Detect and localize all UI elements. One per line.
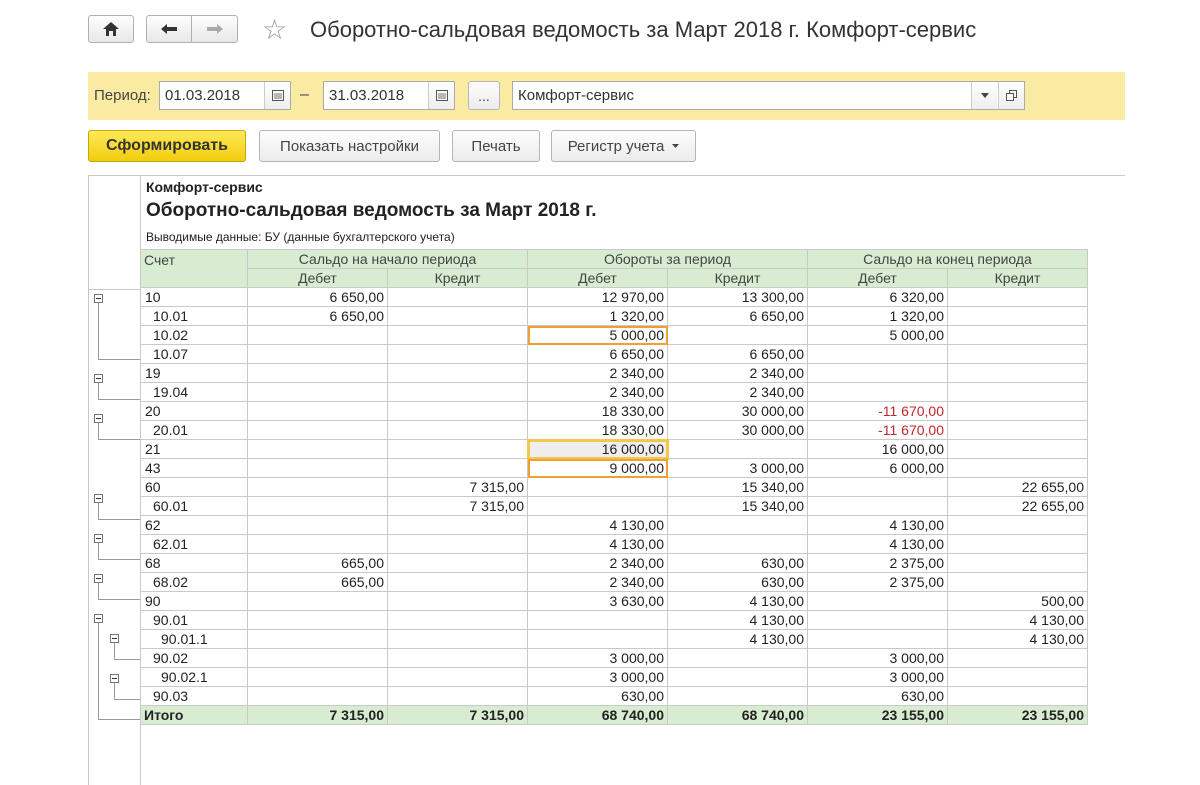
opening-credit-cell[interactable] bbox=[388, 440, 528, 459]
opening-debit-cell[interactable] bbox=[248, 516, 388, 535]
account-cell[interactable]: 90.02.1 bbox=[141, 668, 248, 687]
table-row[interactable] bbox=[141, 478, 1088, 497]
opening-credit-cell[interactable] bbox=[388, 630, 528, 649]
account-cell[interactable]: 90.01 bbox=[141, 611, 248, 630]
opening-debit-cell[interactable] bbox=[248, 649, 388, 668]
calendar-icon bbox=[272, 90, 284, 101]
collapse-group-icon[interactable] bbox=[94, 574, 103, 583]
table-row[interactable] bbox=[141, 516, 1088, 535]
turnover-debit-cell[interactable]: 9 000,00 bbox=[528, 459, 668, 478]
total-closing-debit-cell: 23 155,00 bbox=[808, 706, 948, 725]
closing-debit-cell[interactable] bbox=[808, 630, 948, 649]
closing-credit-cell[interactable] bbox=[948, 345, 1088, 364]
closing-credit-cell[interactable]: 4 130,00 bbox=[948, 611, 1088, 630]
opening-credit-cell[interactable] bbox=[388, 554, 528, 573]
opening-debit-cell[interactable] bbox=[248, 383, 388, 402]
opening-debit-cell[interactable]: 6 650,00 bbox=[248, 288, 388, 307]
turnover-credit-cell[interactable] bbox=[668, 535, 808, 554]
turnover-credit-cell[interactable]: 2 340,00 bbox=[668, 383, 808, 402]
table-row[interactable] bbox=[141, 364, 1088, 383]
closing-debit-cell[interactable] bbox=[808, 478, 948, 497]
turnover-credit-cell[interactable] bbox=[668, 516, 808, 535]
opening-credit-cell[interactable] bbox=[388, 573, 528, 592]
turnover-debit-cell[interactable] bbox=[528, 478, 668, 497]
arrow-left-icon bbox=[160, 23, 178, 35]
table-row[interactable] bbox=[141, 383, 1088, 402]
closing-credit-cell[interactable] bbox=[948, 649, 1088, 668]
opening-credit-cell[interactable] bbox=[388, 345, 528, 364]
account-cell[interactable]: 43 bbox=[141, 459, 248, 478]
star-icon[interactable]: ☆ bbox=[262, 14, 288, 45]
total-row[interactable] bbox=[141, 706, 1088, 725]
closing-debit-cell[interactable]: 3 000,00 bbox=[808, 668, 948, 687]
opening-debit-cell[interactable] bbox=[248, 364, 388, 383]
account-cell[interactable]: 60.01 bbox=[141, 497, 248, 516]
table-row[interactable] bbox=[141, 611, 1088, 630]
turnover-debit-cell[interactable]: 18 330,00 bbox=[528, 421, 668, 440]
opening-debit-cell[interactable]: 665,00 bbox=[248, 554, 388, 573]
collapse-subgroup-icon[interactable] bbox=[110, 674, 119, 683]
account-cell[interactable]: 19 bbox=[141, 364, 248, 383]
header-account: Счет bbox=[141, 250, 248, 288]
turnover-debit-cell[interactable]: 3 000,00 bbox=[528, 649, 668, 668]
total-turnover-debit-cell: 68 740,00 bbox=[528, 706, 668, 725]
header-opening-debit: Дебет bbox=[248, 269, 388, 288]
period-select-button[interactable]: ... bbox=[468, 81, 500, 110]
turnover-debit-cell[interactable] bbox=[528, 497, 668, 516]
report-organization: Комфорт-сервис bbox=[146, 179, 263, 195]
table-row[interactable] bbox=[141, 497, 1088, 516]
date-from-calendar-button[interactable] bbox=[264, 82, 290, 109]
home-icon bbox=[102, 21, 120, 37]
opening-credit-cell[interactable] bbox=[388, 649, 528, 668]
closing-debit-cell[interactable] bbox=[808, 497, 948, 516]
turnover-credit-cell[interactable]: 4 130,00 bbox=[668, 592, 808, 611]
report-data-type: Выводимые данные: БУ (данные бухгалтерского учета) bbox=[146, 230, 455, 244]
turnover-credit-cell[interactable]: 4 130,00 bbox=[668, 611, 808, 630]
opening-debit-cell[interactable] bbox=[248, 592, 388, 611]
generate-button[interactable]: Сформировать bbox=[88, 130, 246, 162]
tree-line bbox=[98, 359, 140, 360]
account-cell[interactable]: 20.01 bbox=[141, 421, 248, 440]
show-settings-button[interactable]: Показать настройки bbox=[259, 130, 440, 162]
print-button[interactable]: Печать bbox=[452, 130, 540, 162]
tree-line bbox=[98, 423, 99, 439]
turnover-credit-cell[interactable]: 30 000,00 bbox=[668, 421, 808, 440]
closing-credit-cell[interactable] bbox=[948, 516, 1088, 535]
date-from-value: 01.03.2018 bbox=[165, 87, 241, 104]
opening-debit-cell[interactable]: 6 650,00 bbox=[248, 307, 388, 326]
tree-line bbox=[98, 583, 99, 599]
turnover-credit-cell[interactable] bbox=[668, 649, 808, 668]
collapse-subgroup-icon[interactable] bbox=[110, 634, 119, 643]
account-cell[interactable]: 62 bbox=[141, 516, 248, 535]
opening-debit-cell[interactable] bbox=[248, 611, 388, 630]
opening-credit-cell[interactable] bbox=[388, 687, 528, 706]
closing-credit-cell[interactable]: 22 655,00 bbox=[948, 478, 1088, 497]
closing-debit-cell[interactable]: -11 670,00 bbox=[808, 421, 948, 440]
closing-credit-cell[interactable]: 22 655,00 bbox=[948, 497, 1088, 516]
account-cell[interactable]: 62.01 bbox=[141, 535, 248, 554]
table-row[interactable] bbox=[141, 630, 1088, 649]
table-row[interactable] bbox=[141, 459, 1088, 478]
header-bottom-line bbox=[88, 289, 140, 290]
tree-line bbox=[98, 719, 140, 720]
opening-credit-cell[interactable] bbox=[388, 307, 528, 326]
total-turnover-credit-cell: 68 740,00 bbox=[668, 706, 808, 725]
header-opening-credit: Кредит bbox=[388, 269, 528, 288]
chevron-down-icon bbox=[672, 144, 679, 148]
closing-debit-cell[interactable]: 4 130,00 bbox=[808, 535, 948, 554]
opening-credit-cell[interactable]: 7 315,00 bbox=[388, 478, 528, 497]
turnover-credit-cell[interactable]: 6 650,00 bbox=[668, 345, 808, 364]
table-row[interactable] bbox=[141, 440, 1088, 459]
closing-credit-cell[interactable] bbox=[948, 383, 1088, 402]
table-row[interactable] bbox=[141, 649, 1088, 668]
turnover-debit-cell[interactable]: 2 340,00 bbox=[528, 364, 668, 383]
opening-debit-cell[interactable]: 665,00 bbox=[248, 573, 388, 592]
table-row[interactable] bbox=[141, 668, 1088, 687]
opening-debit-cell[interactable] bbox=[248, 459, 388, 478]
opening-credit-cell[interactable] bbox=[388, 535, 528, 554]
total-closing-credit-cell: 23 155,00 bbox=[948, 706, 1088, 725]
turnover-credit-cell[interactable]: 13 300,00 bbox=[668, 288, 808, 307]
table-row[interactable] bbox=[141, 402, 1088, 421]
collapse-group-icon[interactable] bbox=[94, 614, 103, 623]
date-to-calendar-button[interactable] bbox=[428, 82, 454, 109]
account-cell[interactable]: 90 bbox=[141, 592, 248, 611]
forward-button[interactable] bbox=[191, 15, 238, 43]
closing-credit-cell[interactable] bbox=[948, 459, 1088, 478]
opening-debit-cell[interactable] bbox=[248, 668, 388, 687]
closing-credit-cell[interactable]: 500,00 bbox=[948, 592, 1088, 611]
tree-line bbox=[114, 699, 140, 700]
tree-line bbox=[98, 559, 140, 560]
turnover-debit-cell[interactable]: 16 000,00 bbox=[528, 440, 668, 459]
total-opening-credit-cell: 7 315,00 bbox=[388, 706, 528, 725]
opening-debit-cell[interactable] bbox=[248, 535, 388, 554]
tree-line bbox=[114, 643, 115, 659]
closing-credit-cell[interactable] bbox=[948, 402, 1088, 421]
turnover-debit-cell[interactable]: 3 000,00 bbox=[528, 668, 668, 687]
header-row-1 bbox=[141, 250, 1088, 269]
report-title: Оборотно-сальдовая ведомость за Март 2018 г. bbox=[146, 200, 597, 221]
closing-debit-cell[interactable]: 3 000,00 bbox=[808, 649, 948, 668]
organization-field[interactable] bbox=[512, 81, 1025, 110]
table-row[interactable] bbox=[141, 326, 1088, 345]
closing-credit-cell[interactable] bbox=[948, 326, 1088, 345]
turnover-debit-cell[interactable]: 18 330,00 bbox=[528, 402, 668, 421]
home-button[interactable] bbox=[88, 15, 134, 43]
collapse-group-icon[interactable] bbox=[94, 414, 103, 423]
opening-credit-cell[interactable] bbox=[388, 611, 528, 630]
header-turnover: Обороты за период bbox=[528, 250, 808, 269]
closing-debit-cell[interactable] bbox=[808, 364, 948, 383]
total-opening-debit-cell: 7 315,00 bbox=[248, 706, 388, 725]
turnover-credit-cell[interactable] bbox=[668, 440, 808, 459]
table-row[interactable] bbox=[141, 592, 1088, 611]
header-closing-debit: Дебет bbox=[808, 269, 948, 288]
tree-line bbox=[114, 683, 115, 699]
closing-credit-cell[interactable]: 4 130,00 bbox=[948, 630, 1088, 649]
closing-credit-cell[interactable] bbox=[948, 687, 1088, 706]
account-cell[interactable]: 68.02 bbox=[141, 573, 248, 592]
closing-credit-cell[interactable] bbox=[948, 421, 1088, 440]
turnover-credit-cell[interactable]: 630,00 bbox=[668, 573, 808, 592]
turnover-debit-cell[interactable]: 4 130,00 bbox=[528, 535, 668, 554]
turnover-credit-cell[interactable]: 30 000,00 bbox=[668, 402, 808, 421]
tree-line bbox=[98, 303, 99, 359]
opening-credit-cell[interactable] bbox=[388, 592, 528, 611]
table-row[interactable] bbox=[141, 687, 1088, 706]
turnover-debit-cell[interactable]: 2 340,00 bbox=[528, 383, 668, 402]
turnover-debit-cell[interactable]: 2 340,00 bbox=[528, 573, 668, 592]
account-cell[interactable]: 10 bbox=[141, 288, 248, 307]
closing-debit-cell[interactable]: 2 375,00 bbox=[808, 554, 948, 573]
period-label: Период: bbox=[94, 87, 151, 104]
account-cell[interactable]: 21 bbox=[141, 440, 248, 459]
tree-line bbox=[98, 399, 140, 400]
header-row-2 bbox=[141, 269, 1088, 288]
header-turnover-credit: Кредит bbox=[668, 269, 808, 288]
closing-credit-cell[interactable] bbox=[948, 554, 1088, 573]
header-closing-credit: Кредит bbox=[948, 269, 1088, 288]
opening-credit-cell[interactable] bbox=[388, 364, 528, 383]
turnover-debit-cell[interactable] bbox=[528, 611, 668, 630]
closing-debit-cell[interactable] bbox=[808, 611, 948, 630]
opening-credit-cell[interactable] bbox=[388, 326, 528, 345]
account-cell[interactable]: 10.02 bbox=[141, 326, 248, 345]
account-cell[interactable]: 19.04 bbox=[141, 383, 248, 402]
register-button[interactable] bbox=[551, 130, 696, 162]
collapse-group-icon[interactable] bbox=[94, 374, 103, 383]
opening-debit-cell[interactable] bbox=[248, 326, 388, 345]
turnover-debit-cell[interactable]: 2 340,00 bbox=[528, 554, 668, 573]
turnover-credit-cell[interactable]: 15 340,00 bbox=[668, 478, 808, 497]
opening-credit-cell[interactable] bbox=[388, 288, 528, 307]
table-row[interactable] bbox=[141, 307, 1088, 326]
header-opening: Сальдо на начало периода bbox=[248, 250, 528, 269]
account-cell[interactable]: 10.07 bbox=[141, 345, 248, 364]
closing-debit-cell[interactable]: 4 130,00 bbox=[808, 516, 948, 535]
turnover-debit-cell[interactable]: 1 320,00 bbox=[528, 307, 668, 326]
opening-debit-cell[interactable] bbox=[248, 421, 388, 440]
tree-line bbox=[98, 383, 99, 399]
account-cell[interactable]: 90.03 bbox=[141, 687, 248, 706]
account-cell[interactable]: 20 bbox=[141, 402, 248, 421]
opening-credit-cell[interactable] bbox=[388, 668, 528, 687]
open-window-icon bbox=[1006, 90, 1017, 101]
closing-debit-cell[interactable] bbox=[808, 383, 948, 402]
closing-debit-cell[interactable]: 16 000,00 bbox=[808, 440, 948, 459]
closing-debit-cell[interactable] bbox=[808, 345, 948, 364]
date-to-value: 31.03.2018 bbox=[329, 87, 405, 104]
turnover-credit-cell[interactable]: 630,00 bbox=[668, 554, 808, 573]
closing-debit-cell[interactable]: 2 375,00 bbox=[808, 573, 948, 592]
opening-debit-cell[interactable] bbox=[248, 440, 388, 459]
organization-open-button[interactable] bbox=[998, 82, 1024, 109]
closing-debit-cell[interactable]: 6 320,00 bbox=[808, 288, 948, 307]
table-row[interactable] bbox=[141, 535, 1088, 554]
opening-debit-cell[interactable] bbox=[248, 402, 388, 421]
opening-credit-cell[interactable] bbox=[388, 421, 528, 440]
page-title: Оборотно-сальдовая ведомость за Март 2018 г. Комфорт-сервис bbox=[310, 17, 977, 42]
closing-debit-cell[interactable]: 6 000,00 bbox=[808, 459, 948, 478]
header-turnover-debit: Дебет bbox=[528, 269, 668, 288]
turnover-debit-cell[interactable]: 630,00 bbox=[528, 687, 668, 706]
closing-debit-cell[interactable]: -11 670,00 bbox=[808, 402, 948, 421]
closing-debit-cell[interactable]: 630,00 bbox=[808, 687, 948, 706]
account-cell[interactable]: 10.01 bbox=[141, 307, 248, 326]
turnover-debit-cell[interactable]: 5 000,00 bbox=[528, 326, 668, 345]
turnover-credit-cell[interactable] bbox=[668, 668, 808, 687]
opening-debit-cell[interactable] bbox=[248, 478, 388, 497]
closing-debit-cell[interactable]: 5 000,00 bbox=[808, 326, 948, 345]
turnover-credit-cell[interactable]: 15 340,00 bbox=[668, 497, 808, 516]
opening-debit-cell[interactable] bbox=[248, 630, 388, 649]
opening-credit-cell[interactable]: 7 315,00 bbox=[388, 497, 528, 516]
turnover-debit-cell[interactable]: 6 650,00 bbox=[528, 345, 668, 364]
turnover-debit-cell[interactable]: 4 130,00 bbox=[528, 516, 668, 535]
turnover-debit-cell[interactable]: 12 970,00 bbox=[528, 288, 668, 307]
opening-credit-cell[interactable] bbox=[388, 402, 528, 421]
closing-debit-cell[interactable] bbox=[808, 592, 948, 611]
tree-line bbox=[98, 599, 140, 600]
opening-credit-cell[interactable] bbox=[388, 459, 528, 478]
table-row[interactable] bbox=[141, 345, 1088, 364]
arrow-right-icon bbox=[206, 23, 224, 35]
opening-debit-cell[interactable] bbox=[248, 345, 388, 364]
tree-line bbox=[98, 519, 140, 520]
closing-credit-cell[interactable] bbox=[948, 288, 1088, 307]
turnover-debit-cell[interactable] bbox=[528, 630, 668, 649]
total-label: Итого bbox=[141, 706, 248, 725]
turnover-debit-cell[interactable]: 3 630,00 bbox=[528, 592, 668, 611]
turnover-credit-cell[interactable]: 3 000,00 bbox=[668, 459, 808, 478]
closing-credit-cell[interactable] bbox=[948, 307, 1088, 326]
account-cell[interactable]: 90.01.1 bbox=[141, 630, 248, 649]
closing-credit-cell[interactable] bbox=[948, 668, 1088, 687]
organization-dropdown-button[interactable] bbox=[971, 82, 997, 109]
tree-line bbox=[98, 543, 99, 559]
turnover-credit-cell[interactable] bbox=[668, 326, 808, 345]
closing-debit-cell[interactable]: 1 320,00 bbox=[808, 307, 948, 326]
table-row[interactable] bbox=[141, 554, 1088, 573]
report-table bbox=[140, 249, 1088, 725]
collapse-group-icon[interactable] bbox=[94, 494, 103, 503]
tree-line bbox=[98, 439, 140, 440]
collapse-group-icon[interactable] bbox=[94, 294, 103, 303]
account-cell[interactable]: 90.02 bbox=[141, 649, 248, 668]
chevron-down-icon bbox=[981, 93, 989, 98]
table-row[interactable] bbox=[141, 421, 1088, 440]
table-row[interactable] bbox=[141, 573, 1088, 592]
closing-credit-cell[interactable] bbox=[948, 573, 1088, 592]
header-closing: Сальдо на конец периода bbox=[808, 250, 1088, 269]
account-cell[interactable]: 60 bbox=[141, 478, 248, 497]
collapse-group-icon[interactable] bbox=[94, 534, 103, 543]
tree-line bbox=[98, 503, 99, 519]
opening-debit-cell[interactable] bbox=[248, 687, 388, 706]
closing-credit-cell[interactable] bbox=[948, 535, 1088, 554]
tree-line bbox=[98, 623, 99, 719]
calendar-icon bbox=[436, 90, 448, 101]
period-separator: – bbox=[300, 86, 309, 103]
turnover-credit-cell[interactable]: 4 130,00 bbox=[668, 630, 808, 649]
opening-credit-cell[interactable] bbox=[388, 516, 528, 535]
table-row[interactable] bbox=[141, 288, 1088, 307]
account-cell[interactable]: 68 bbox=[141, 554, 248, 573]
opening-credit-cell[interactable] bbox=[388, 383, 528, 402]
turnover-credit-cell[interactable] bbox=[668, 687, 808, 706]
closing-credit-cell[interactable] bbox=[948, 364, 1088, 383]
closing-credit-cell[interactable] bbox=[948, 440, 1088, 459]
opening-debit-cell[interactable] bbox=[248, 497, 388, 516]
turnover-credit-cell[interactable]: 2 340,00 bbox=[668, 364, 808, 383]
tree-line bbox=[114, 659, 140, 660]
turnover-credit-cell[interactable]: 6 650,00 bbox=[668, 307, 808, 326]
organization-value: Комфорт-сервис bbox=[518, 87, 634, 104]
register-button-label: Регистр учета bbox=[567, 137, 665, 155]
back-button[interactable] bbox=[146, 15, 192, 43]
